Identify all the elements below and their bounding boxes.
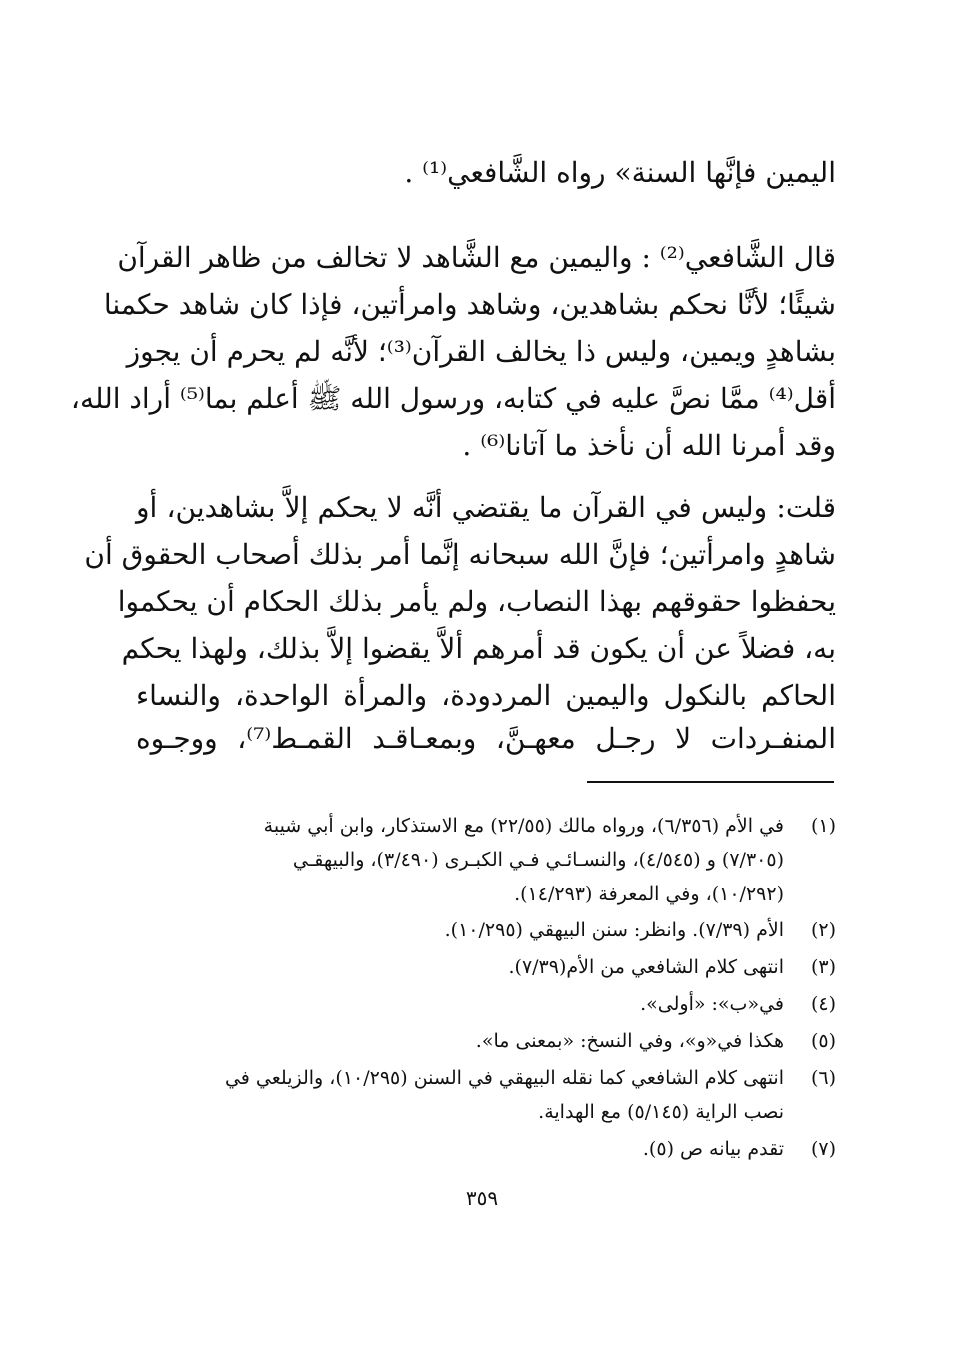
footnote-text: انتهى كلام الشافعي كما نقله البيهقي في السنن (١٠/٢٩٥)، والزيلعي في	[224, 1067, 784, 1089]
footnote-text: (١٠/٢٩٢)، وفي المعرفة (١٤/٢٩٣).	[514, 883, 784, 905]
footnote-3	[136, 950, 836, 984]
footnote-text: (٧/٣٠٥) و (٤/٥٤٥)، والنسـائـي فـي الكبـرى (٣/٤٩٠)، والبيهقـي	[292, 849, 784, 871]
footnote-6-cont	[136, 1095, 836, 1129]
footnote-7	[136, 1132, 836, 1166]
footnote-2	[136, 913, 836, 947]
footnote-number: (١)	[810, 815, 836, 837]
body-line: به، فضلاً عن أن يكون قد أمرهم ألاَّ يقضوا إلاَّ بذلك، ولهذا يحكم	[121, 632, 836, 665]
footnote-1	[136, 809, 836, 843]
body-line: شاهدٍ وامرأتين؛ فإنَّ الله سبحانه إنَّما أمر بذلك أصحاب الحقوق أن	[84, 538, 836, 571]
body-line: وقد أمرنا الله أن نأخذ ما آتانا⁽⁶⁾ .	[462, 429, 836, 462]
footnote-number: (٣)	[810, 956, 836, 978]
body-line: أقل⁽⁴⁾ ممَّا نصَّ عليه في كتابه، ورسول الله ﷺ أعلم بما⁽⁵⁾ أراد الله،	[70, 382, 836, 415]
footnote-number: (٧)	[810, 1138, 836, 1160]
footnote-4	[136, 987, 836, 1021]
footnote-text: هكذا في«و»، وفي النسخ: «بمعنى ما».	[475, 1030, 784, 1052]
footnote-6	[136, 1061, 836, 1095]
page-number: ٣٥٩	[465, 1186, 499, 1210]
footnote-text: في«ب»: «أولى».	[640, 993, 784, 1015]
footnote-number: (٤)	[810, 993, 836, 1015]
footnote-1-cont	[136, 843, 836, 877]
body-line: يحفظوا حقوقهم بهذا النصاب، ولم يأمر بذلك الحكام أن يحكموا	[117, 585, 836, 618]
footnote-number: (٢)	[810, 919, 836, 941]
footnote-number: (٥)	[810, 1030, 836, 1052]
footnote-text: الأم (٧/٣٩). وانظر: سنن البيهقي (١٠/٢٩٥).	[444, 919, 784, 941]
body-line: قال الشَّافعي⁽²⁾ : واليمين مع الشَّاهد لا تخالف من ظاهر القرآن	[117, 241, 836, 274]
footnote-1-cont	[136, 877, 836, 911]
footnote-text: في الأم (٦/٣٥٦)، ورواه مالك (٢٢/٥٥) مع الاستذكار، وابن أبي شيبة	[263, 815, 784, 837]
body-line: شيئًا؛ لأنَّا نحكم بشاهدين، وشاهد وامرأتين، فإذا كان شاهد حكمنا	[103, 288, 836, 321]
body-line: قلت: وليس في القرآن ما يقتضي أنَّه لا يحكم إلاَّ بشاهدين، أو	[136, 491, 836, 524]
body-line: المنفـردات لا رجـل معهـنَّ، وبمعـاقـد القمـط⁽⁷⁾، ووجـوه	[136, 722, 836, 755]
footnote-number: (٦)	[810, 1067, 836, 1089]
footnote-5	[136, 1024, 836, 1058]
body-line: الحاكم بالنكول واليمين المردودة، والمرأة الواحدة، والنساء	[136, 679, 836, 712]
footnote-divider	[587, 781, 834, 783]
footnote-text: تقدم بيانه ص (٥).	[642, 1138, 784, 1160]
body-line: اليمين فإنَّها السنة» رواه الشَّافعي⁽¹⁾ .	[404, 156, 836, 189]
body-line: بشاهدٍ ويمين، وليس ذا يخالف القرآن⁽³⁾؛ لأنَّه لم يحرم أن يجوز	[126, 335, 836, 368]
footnote-text: انتهى كلام الشافعي من الأم(٧/٣٩).	[508, 956, 784, 978]
footnote-text: نصب الراية (٥/١٤٥) مع الهداية.	[538, 1101, 784, 1123]
